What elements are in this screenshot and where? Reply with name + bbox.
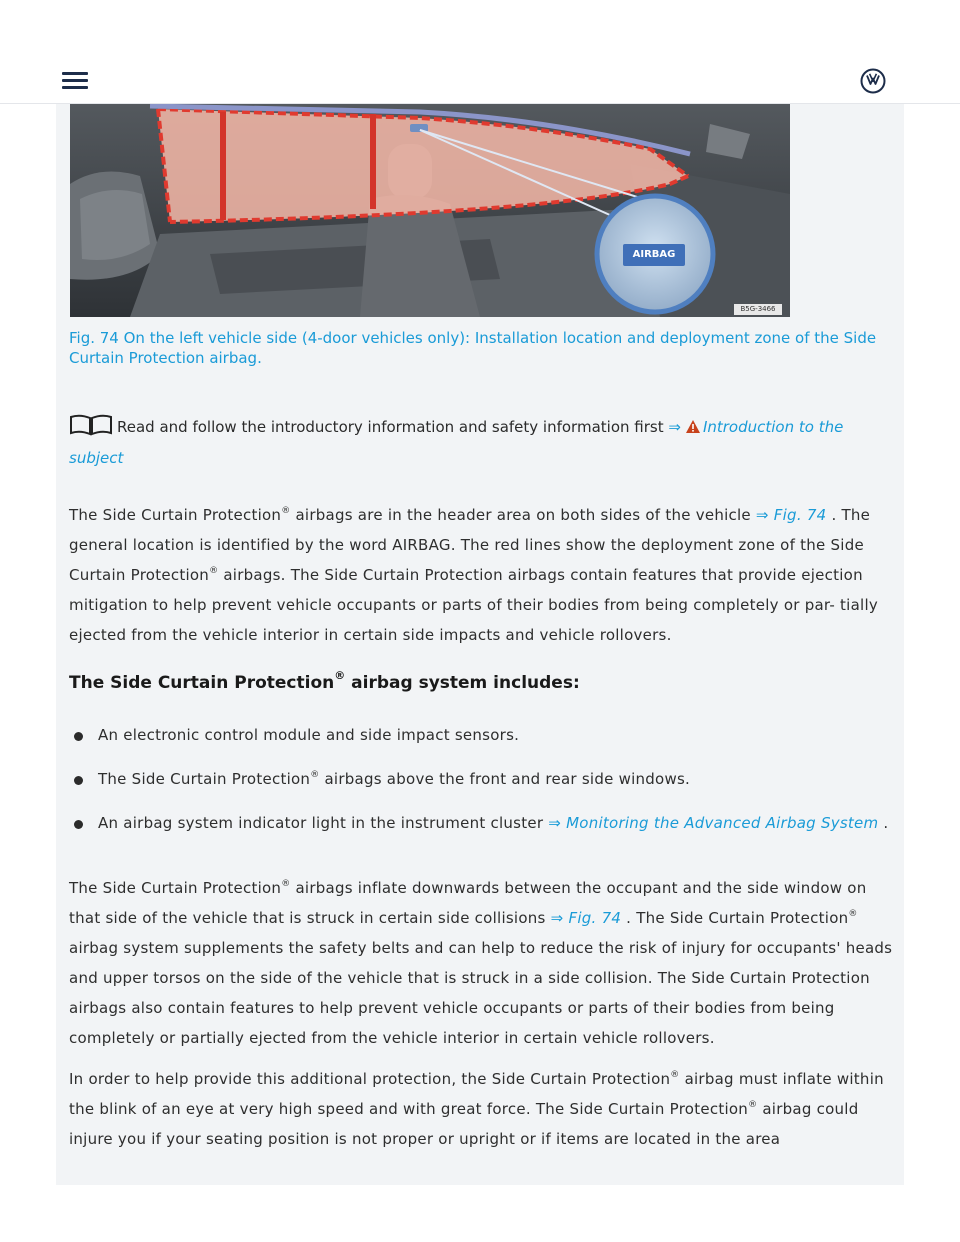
paragraph-location: The Side Curtain Protection® airbags are in the header area on both sides of the vehicle ⇒ Fig. 74 . The general location is identified by the word AIRBAG. The red lines show the deployment zone of the Side Curtain Protection® airbags. The Side Curtain Protection airbags contain features that provide ejection mitigation to help prevent vehicle occupants or parts of their bodies from being completely or par- tially ejected from the vehicle interior in certain side impacts and vehicle rollovers. xyxy=(69,506,878,644)
paragraph-inflation: The Side Curtain Protection® airbags inflate downwards between the occupant and the side window on that side of the vehicle that is struck in certain side collisions ⇒ Fig. 74 . The Side Curtain Protection® airbag system supplements the safety belts and can help to reduce the risk of injury for occupants' heads and upper torsos on the side of the vehicle that is struck in a side collision. The Side Curtain Protection airbags also contain features to help prevent vehicle occupants or parts of their bodies from being completely or partially ejected from the vehicle interior in certain vehicle rollovers. xyxy=(69,879,893,1047)
monitoring-airbag-link[interactable]: ⇒ Monitoring the Advanced Airbag System xyxy=(548,814,879,832)
intro-paragraph xyxy=(69,414,894,472)
vw-logo-icon[interactable] xyxy=(860,68,886,94)
content-panel xyxy=(56,104,904,1185)
figure-caption: Fig. 74 On the left vehicle side (4-door vehicles only): Installation location and deployment zone of the Side Curtain Protection airbag. xyxy=(69,329,877,367)
top-bar xyxy=(0,0,960,104)
fig-74-link[interactable]: ⇒ Fig. 74 xyxy=(755,506,827,524)
book-icon xyxy=(69,414,113,445)
hamburger-menu-icon[interactable] xyxy=(58,66,92,94)
intro-link[interactable]: Introduction to the subject xyxy=(69,418,844,467)
figure-code: B5G-3466 xyxy=(740,305,776,313)
list-item: An electronic control module and side impact sensors. xyxy=(69,720,895,750)
intro-text: Read and follow the introductory information and safety information first xyxy=(117,418,664,436)
section-heading: The Side Curtain Protection® airbag system includes: xyxy=(69,669,580,693)
list-item: The Side Curtain Protection® airbags above the front and rear side windows. xyxy=(69,764,895,794)
bullet-icon xyxy=(74,732,83,741)
bullet-icon xyxy=(74,776,83,785)
airbag-figure xyxy=(70,104,790,317)
fig-74-link[interactable]: ⇒ Fig. 74 xyxy=(550,909,622,927)
airbag-label: AIRBAG xyxy=(632,249,676,260)
warning-icon xyxy=(685,416,701,443)
intro-arrow[interactable]: ⇒ xyxy=(668,418,681,436)
bullet-icon xyxy=(74,820,83,829)
registered-mark: ® xyxy=(281,506,291,516)
system-components-list xyxy=(69,720,895,852)
paragraph-force: In order to help provide this additional protection, the Side Curtain Protection® airbag must inflate within the blink of an eye at very high speed and with great force. The Side Curtain Protection® airbag could injure you if your seating position is not proper or upright or if items are located in the area xyxy=(69,1070,884,1148)
list-item: An airbag system indicator light in the instrument cluster ⇒ Monitoring the Advanced Airbag System . xyxy=(69,808,895,838)
